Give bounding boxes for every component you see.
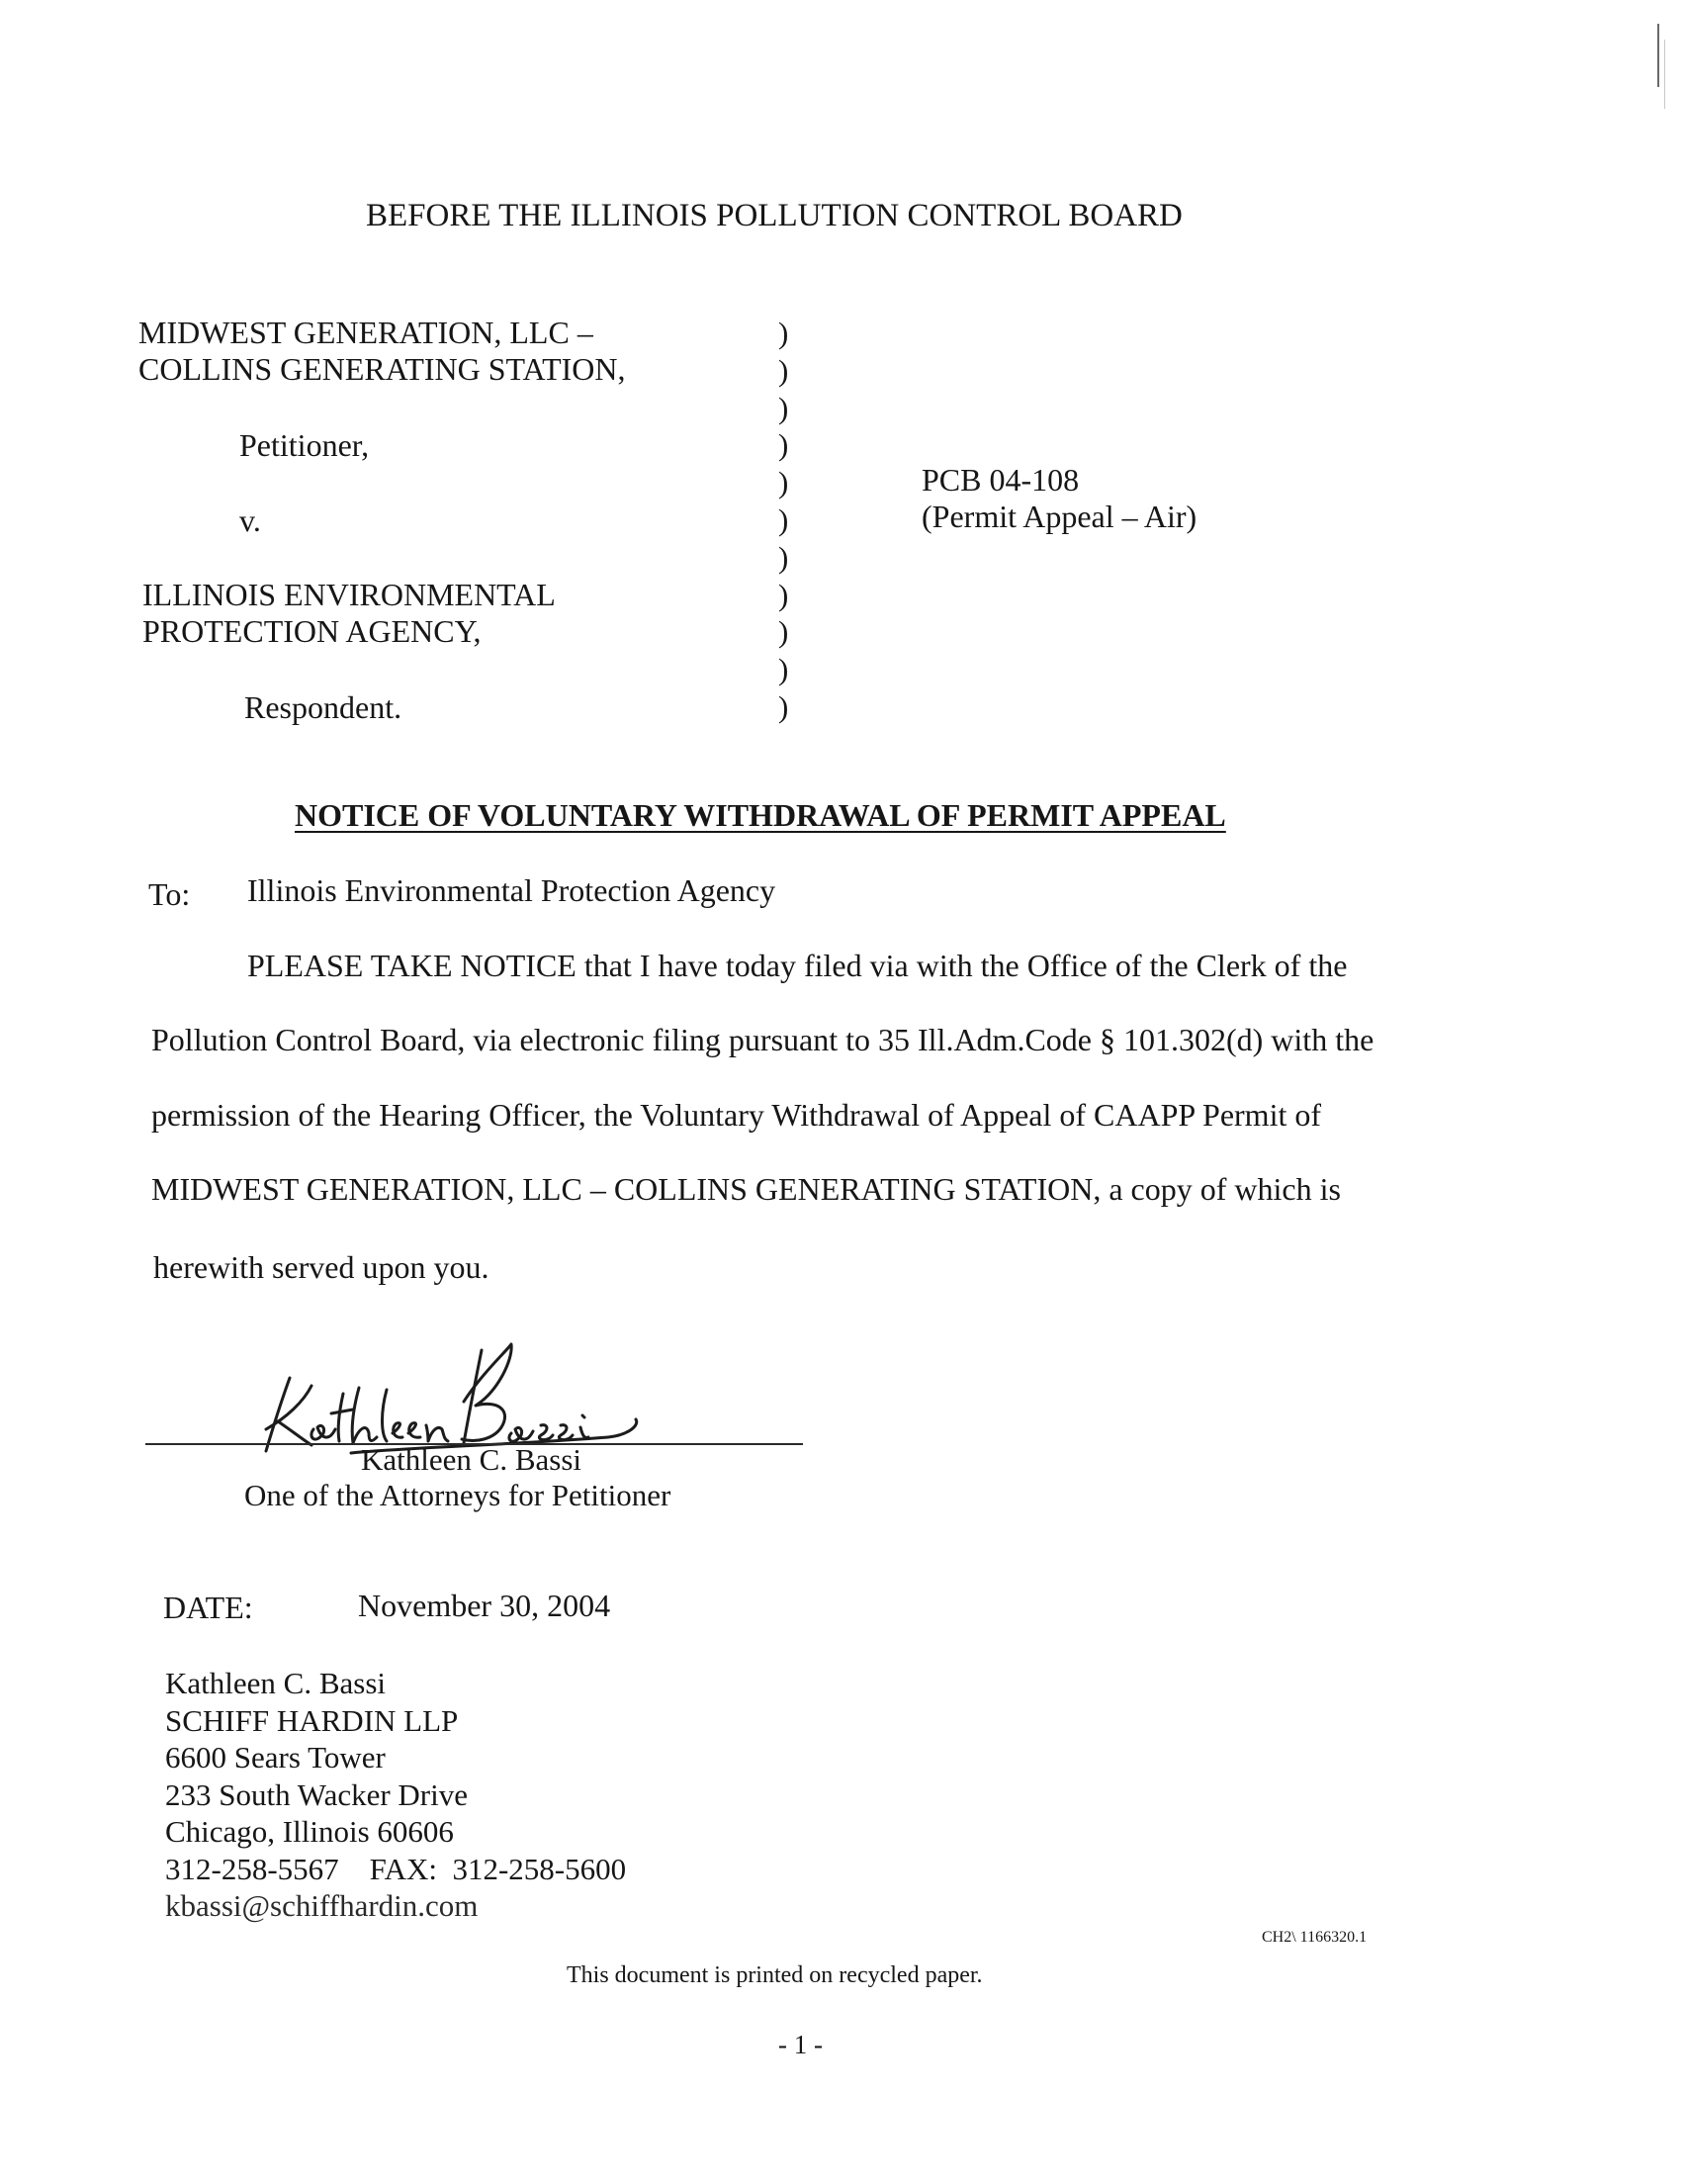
to-recipient: Illinois Environmental Protection Agency [247,872,776,908]
address-line: 312-258-5567 FAX: 312-258-5600 [165,1851,627,1886]
signer-title: One of the Attorneys for Petitioner [244,1478,671,1512]
body-line-4: MIDWEST GENERATION, LLC – COLLINS GENERATING STATION, a copy of which is [151,1171,1341,1207]
document-reference: CH2\ 1166320.1 [1262,1929,1368,1946]
respondent-name-line2: PROTECTION AGENCY, [142,613,482,649]
caption-parenthesis-column [778,315,808,726]
body-line-2: Pollution Control Board, via electronic filing pursuant to 35 Ill.Adm.Code § 101.302(d) with the [151,1022,1375,1057]
to-label: To: [148,876,191,912]
board-heading: BEFORE THE ILLINOIS POLLUTION CONTROL BOARD [366,198,1183,233]
address-line: SCHIFF HARDIN LLP [165,1702,459,1738]
caption-paren: ) [778,316,789,350]
caption-paren: ) [778,688,789,724]
caption-paren: ) [778,539,789,575]
caption-paren: ) [778,501,789,537]
caption-paren: ) [778,352,789,388]
case-number: PCB 04-108 [922,462,1080,498]
versus-label: v. [239,502,261,538]
address-line: Kathleen C. Bassi [165,1666,386,1700]
petitioner-name-line1: MIDWEST GENERATION, LLC – [138,315,593,350]
address-line: 6600 Sears Tower [165,1740,386,1774]
petitioner-name-line2: COLLINS GENERATING STATION, [138,351,626,387]
email-address: kbassi@schiffhardin.com [165,1888,479,1923]
body-line-1: PLEASE TAKE NOTICE that I have today filed via with the Office of the Clerk of the [247,948,1348,983]
notice-title: NOTICE OF VOLUNTARY WITHDRAWAL OF PERMIT APPEAL [295,797,1226,833]
caption-paren: ) [778,577,789,612]
recycled-paper-note: This document is printed on recycled paper. [567,1962,983,1988]
date-label: DATE: [163,1590,253,1625]
caption-paren: ) [778,652,789,687]
address-line: 233 South Wacker Drive [165,1776,469,1812]
address-line: Chicago, Illinois 60606 [165,1814,454,1849]
scan-edge-mark [1657,24,1659,87]
respondent-role: Respondent. [244,689,402,725]
address-block [165,1665,626,1925]
petitioner-role: Petitioner, [239,427,370,463]
caption-paren: ) [778,427,789,463]
date-value: November 30, 2004 [358,1588,611,1623]
signer-name: Kathleen C. Bassi [361,1442,581,1477]
caption-paren: ) [778,465,789,500]
handwritten-signature [252,1330,707,1459]
scan-edge-mark-faint [1664,40,1665,109]
body-line-5: herewith served upon you. [153,1249,489,1285]
page-number: - 1 - [778,2030,823,2059]
caption-paren: ) [778,390,789,425]
body-line-3: permission of the Hearing Officer, the Voluntary Withdrawal of Appeal of CAAPP Permit of [151,1097,1321,1133]
caption-paren: ) [778,614,789,650]
case-type: (Permit Appeal – Air) [922,499,1197,534]
respondent-name-line1: ILLINOIS ENVIRONMENTAL [142,577,556,612]
